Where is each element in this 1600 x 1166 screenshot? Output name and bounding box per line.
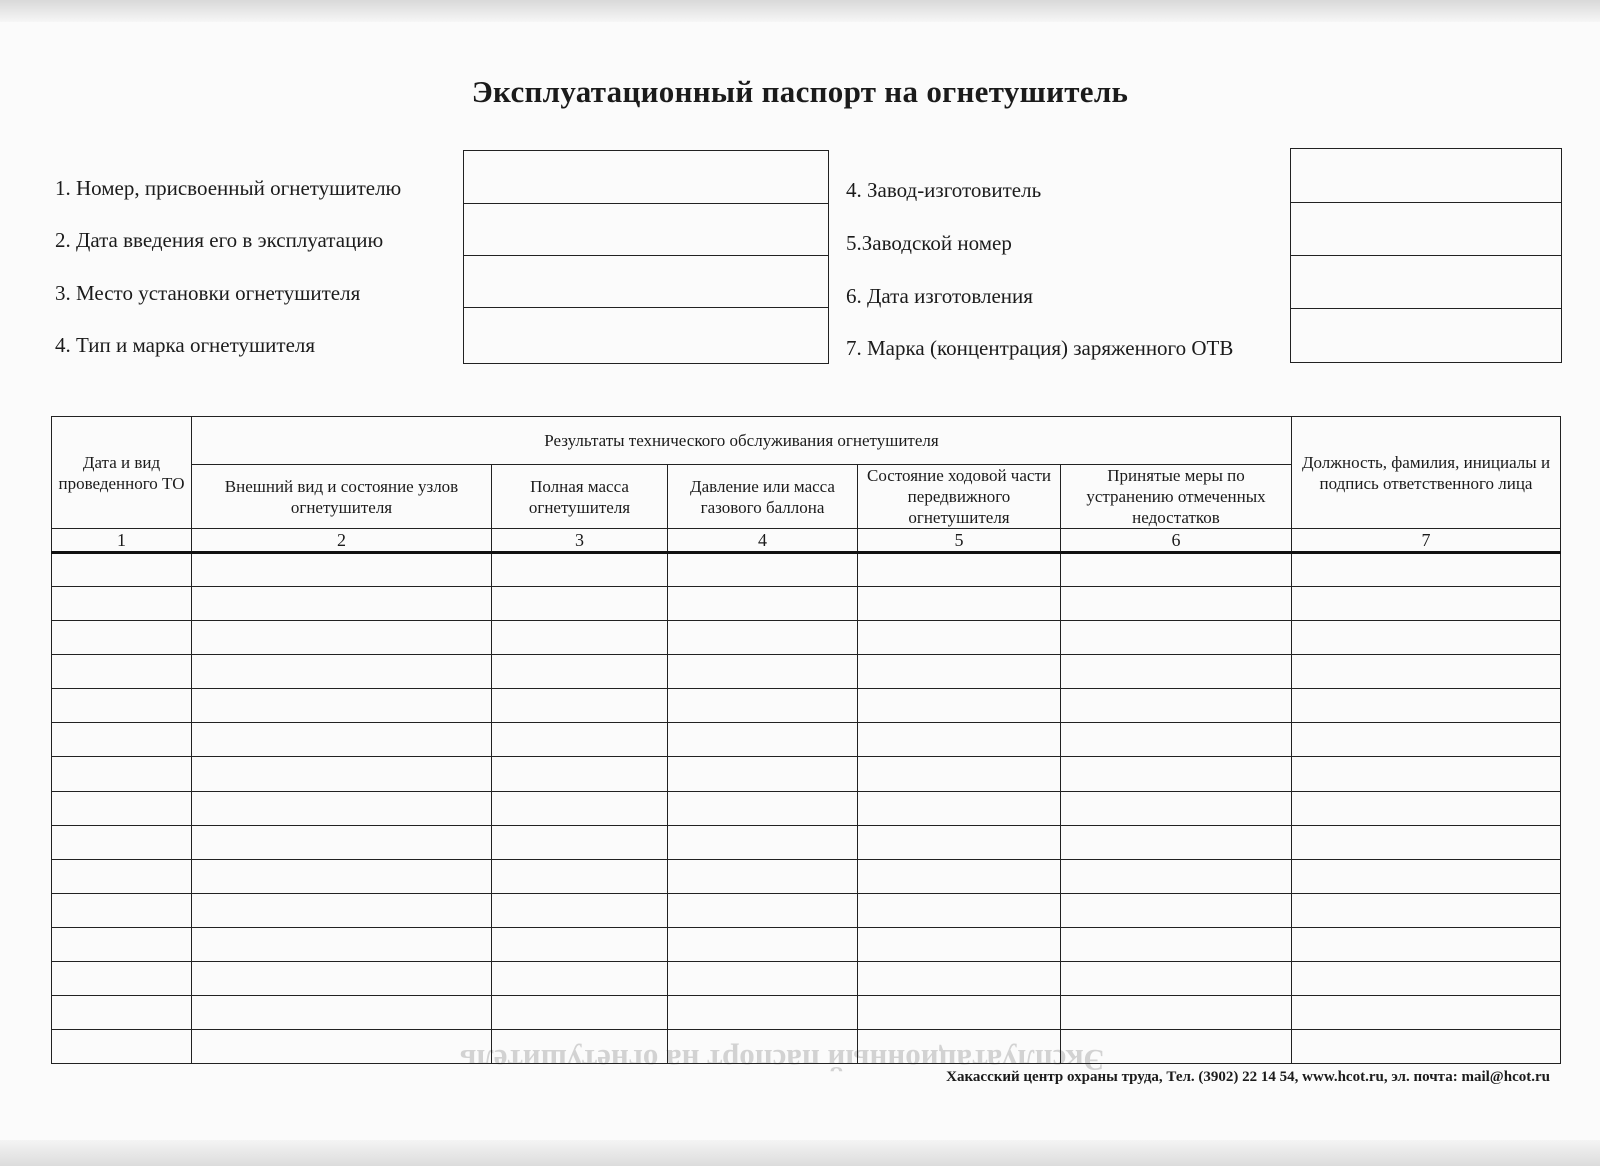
left-entry-box — [463, 150, 829, 364]
header-running-gear: Состояние ходовой части передвижного огнетушителя — [858, 465, 1061, 529]
field-label-manufacturer: 4. Завод-изготовитель — [846, 178, 1042, 202]
page-title: Эксплуатационный паспорт на огнетушитель — [471, 74, 1129, 109]
field-label-commission-date: 2. Дата введения его в эксплуатацию — [55, 228, 384, 252]
right-entry-divider — [1291, 202, 1561, 203]
table-row — [52, 723, 1561, 757]
column-number: 1 — [52, 529, 192, 553]
header-total-mass: Полная масса огнетушителя — [492, 465, 668, 529]
table-row — [52, 587, 1561, 621]
field-label-type: 4. Тип и марка огнетушителя — [55, 333, 316, 357]
left-entry-divider — [464, 307, 828, 308]
table-row — [52, 655, 1561, 689]
scan-bottom-edge — [0, 1140, 1600, 1166]
column-number: 6 — [1061, 529, 1292, 553]
table-row — [52, 553, 1561, 587]
table-row — [52, 757, 1561, 791]
column-number: 2 — [192, 529, 492, 553]
right-entry-divider — [1291, 308, 1561, 309]
column-number: 3 — [492, 529, 668, 553]
table-row — [52, 893, 1561, 927]
scan-top-edge — [0, 0, 1600, 22]
table-row — [52, 621, 1561, 655]
table-row — [52, 859, 1561, 893]
table-row — [52, 995, 1561, 1029]
bleed-through-title: Эксплуатационный паспорт на огнетушитель — [460, 1043, 1105, 1078]
left-entry-divider — [464, 255, 828, 256]
table-row — [52, 825, 1561, 859]
column-number: 4 — [668, 529, 858, 553]
field-label-location: 3. Место установки огнетушителя — [55, 281, 361, 305]
column-number: 7 — [1292, 529, 1561, 553]
header-appearance: Внешний вид и состояние узлов огнетушителя — [192, 465, 492, 529]
table-row — [52, 1029, 1561, 1063]
field-label-serial-number: 5.Заводской номер — [846, 231, 1012, 255]
left-entry-divider — [464, 203, 828, 204]
table-row — [52, 689, 1561, 723]
right-entry-divider — [1291, 255, 1561, 256]
table-row — [52, 961, 1561, 995]
header-results-group: Результаты технического обслуживания огнетушителя — [192, 417, 1292, 465]
header-measures-taken: Принятые меры по устранению отмеченных недостатков — [1061, 465, 1292, 529]
table-row — [52, 927, 1561, 961]
footer-contacts: Хакасский центр охраны труда, Тел. (3902) 22 14 54, www.hcot.ru, эл. почта: mail@hcot.ru — [946, 1069, 1550, 1085]
header-gas-cylinder: Давление или масса газового баллона — [668, 465, 858, 529]
header-responsible-person: Должность, фамилия, инициалы и подпись ответственного лица — [1292, 417, 1561, 529]
field-label-agent-brand: 7. Марка (концентрация) заряженного ОТВ — [846, 336, 1234, 360]
log-entries — [52, 553, 1561, 1064]
field-label-number: 1. Номер, присвоенный огнетушителю — [55, 176, 402, 200]
field-label-manufacture-date: 6. Дата изготовления — [846, 284, 1033, 308]
right-entry-box — [1290, 148, 1562, 363]
table-row — [52, 791, 1561, 825]
column-number: 5 — [858, 529, 1061, 553]
header-date-type: Дата и вид проведенного ТО — [52, 417, 192, 529]
maintenance-log-table — [51, 416, 1561, 1064]
